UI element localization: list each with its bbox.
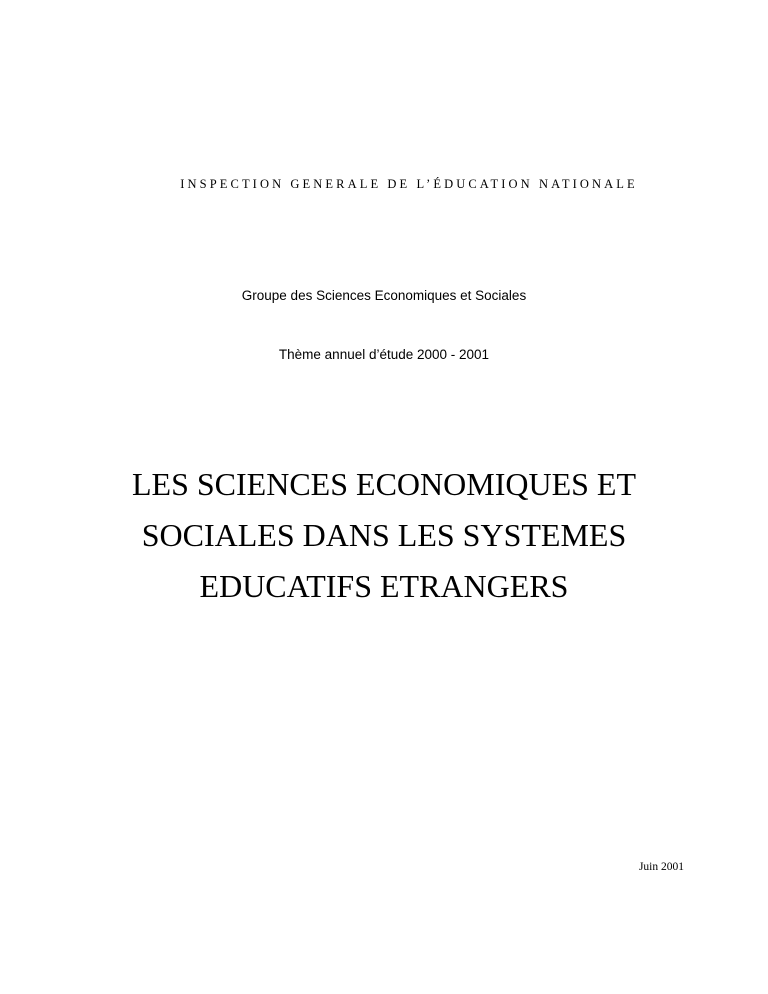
title-line-1: LES SCIENCES ECONOMIQUES ET bbox=[131, 466, 636, 502]
publication-date: Juin 2001 bbox=[638, 861, 684, 873]
document-title bbox=[0, 459, 768, 612]
institution-header: INSPECTION GENERALE DE L’ÉDUCATION NATIONALE bbox=[180, 177, 638, 191]
title-line-3: EDUCATIFS ETRANGERS bbox=[199, 568, 569, 604]
group-name: Groupe des Sciences Economiques et Sociales bbox=[241, 288, 527, 303]
study-theme: Thème annuel d’étude 2000 - 2001 bbox=[278, 347, 490, 362]
title-line-2: SOCIALES DANS LES SYSTEMES bbox=[141, 517, 627, 553]
